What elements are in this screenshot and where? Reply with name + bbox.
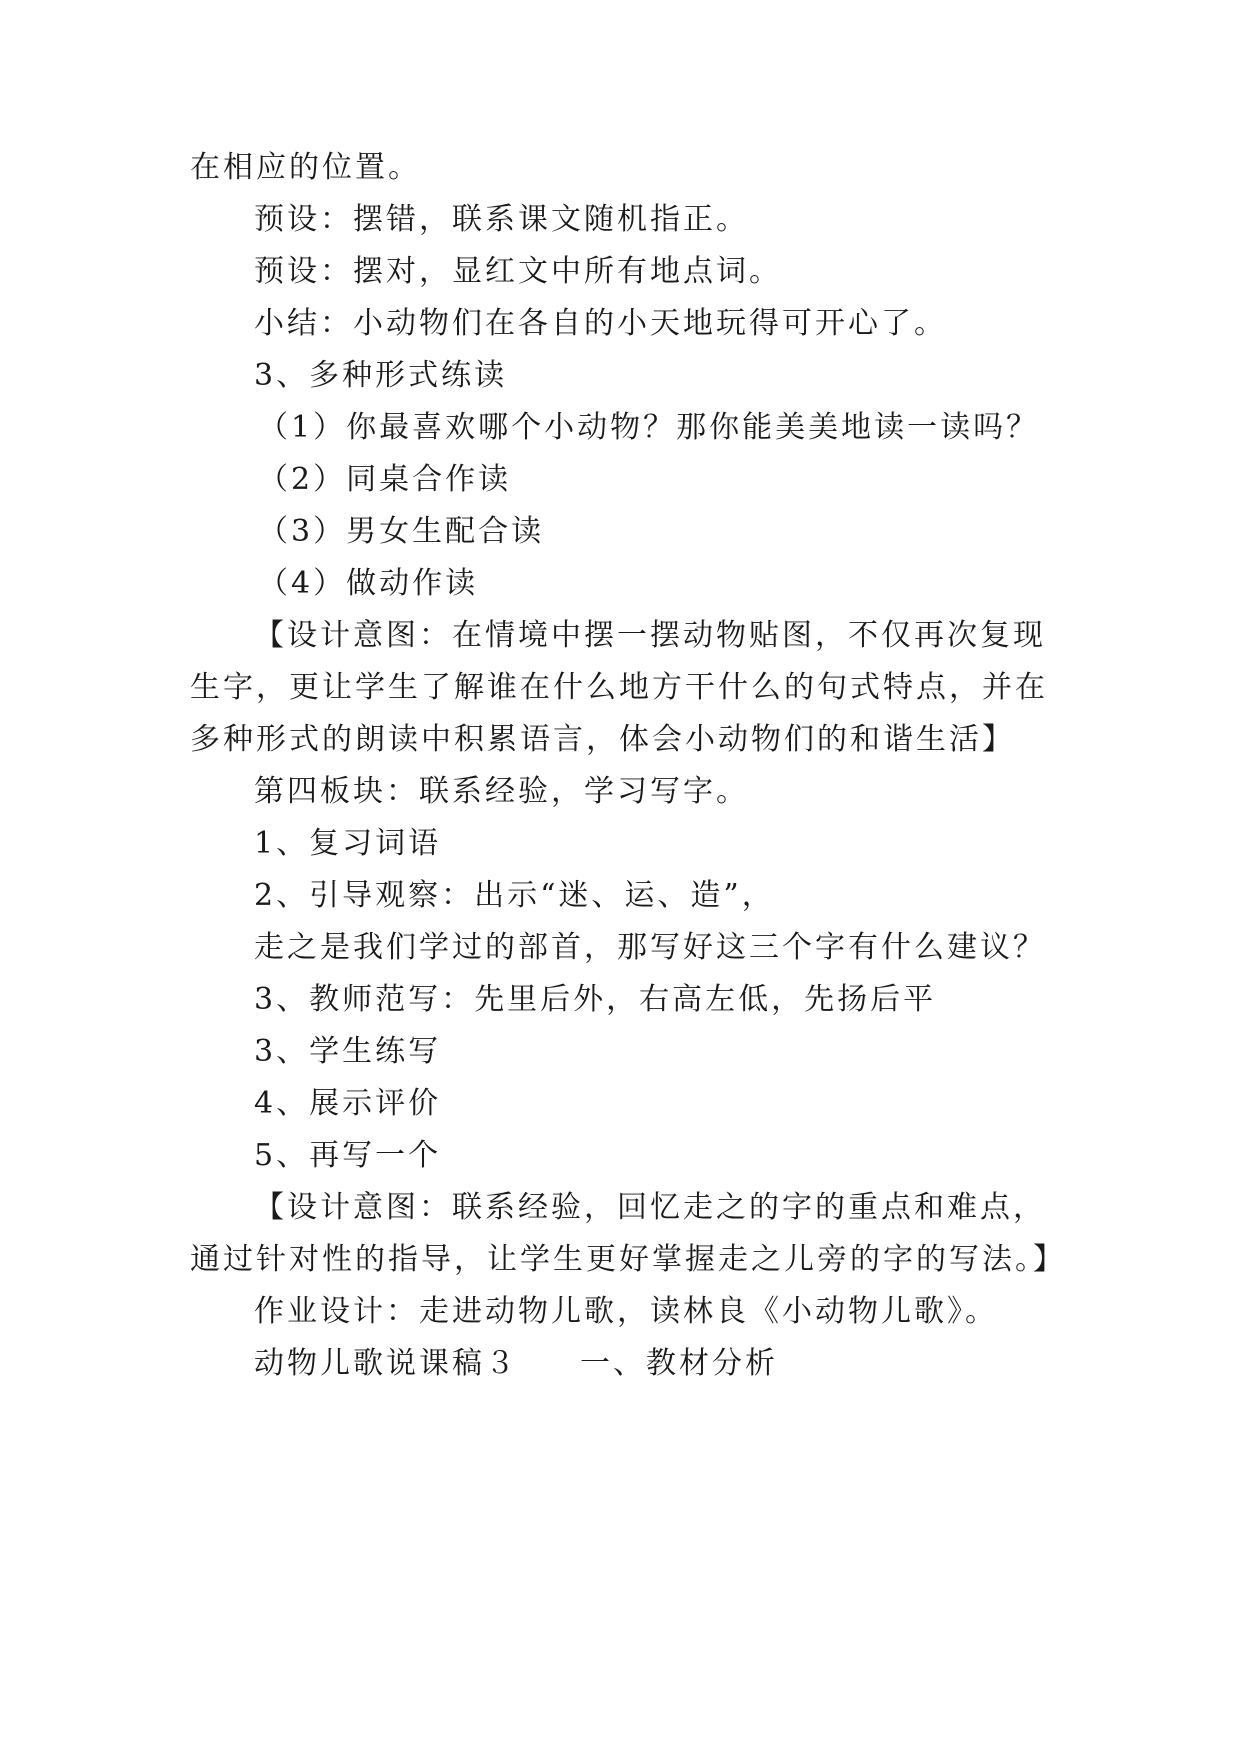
paragraph-line: 走之是我们学过的部首，那写好这三个字有什么建议？	[254, 930, 1046, 965]
paragraph-line: 3、学生练写	[254, 1034, 442, 1069]
paragraph-line: 2、引导观察：出示“迷、运、造”，	[254, 878, 775, 913]
paragraph-line: （2）同桌合作读	[258, 462, 512, 497]
paragraph-line	[254, 1344, 778, 1384]
paragraph-line: （1）你最喜欢哪个小动物？那你能美美地读一读吗？	[258, 410, 1040, 445]
paragraph-line: 1、复习词语	[254, 826, 442, 861]
paragraph-line: 【设计意图：在情境中摆一摆动物贴图，不仅再次复现	[254, 618, 1046, 653]
paragraph-line: 4、展示评价	[254, 1086, 442, 1121]
paragraph-line: 多种形式的朗读中积累语言，体会小动物们的和谐生活】	[190, 722, 1015, 757]
paragraph-line: 【设计意图：联系经验，回忆走之的字的重点和难点，	[254, 1190, 1046, 1225]
paragraph-line: 作业设计：走进动物儿歌，读林良《小动物儿歌》。	[254, 1294, 998, 1329]
paragraph-line: 通过针对性的指导，让学生更好掌握走之儿旁的字的写法。】	[190, 1242, 1066, 1277]
paragraph-line: （3）男女生配合读	[258, 514, 545, 549]
section-heading: 一、教材分析	[580, 1346, 778, 1381]
section-title: 动物儿歌说课稿３	[254, 1346, 518, 1381]
paragraph-line: 在相应的位置。	[190, 150, 421, 185]
paragraph-line: 5、再写一个	[254, 1138, 442, 1173]
paragraph-line: （4）做动作读	[258, 566, 479, 601]
paragraph-line: 生字，更让学生了解谁在什么地方干什么的句式特点，并在	[190, 670, 1048, 705]
paragraph-line: 小结：小动物们在各自的小天地玩得可开心了。	[254, 306, 947, 341]
paragraph-line: 预设：摆对，显红文中所有地点词。	[254, 254, 782, 289]
paragraph-line: 预设：摆错，联系课文随机指正。	[254, 202, 749, 237]
paragraph-line: 3、教师范写：先里后外，右高左低，先扬后平	[254, 982, 937, 1017]
paragraph-line: 第四板块：联系经验，学习写字。	[254, 774, 749, 809]
paragraph-line: 3、多种形式练读	[254, 358, 508, 393]
